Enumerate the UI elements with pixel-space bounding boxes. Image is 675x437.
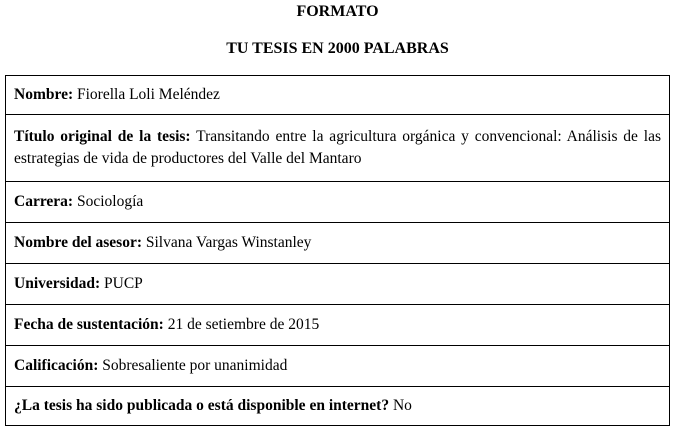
row-publicada <box>6 387 670 426</box>
cell-publicada <box>6 387 670 426</box>
row-carrera <box>6 182 670 223</box>
row-asesor <box>6 223 670 264</box>
cell-carrera <box>6 182 670 223</box>
cell-universidad <box>6 264 670 305</box>
label-calificacion: Calificación: <box>14 357 99 374</box>
cell-titulo <box>6 115 670 182</box>
value-titulo: Transitando entre la agricultura orgánica y convencional: Análisis de las estrategias de vida de productores del Valle del Mantaro <box>14 128 661 167</box>
document-subtitle: TU TESIS EN 2000 PALABRAS <box>226 40 449 57</box>
document-title: FORMATO <box>296 3 379 20</box>
value-carrera: Sociología <box>76 193 144 210</box>
cell-fecha <box>6 305 670 346</box>
label-fecha: Fecha de sustentación: <box>14 316 164 333</box>
value-publicada: No <box>392 397 412 414</box>
label-nombre: Nombre: <box>14 86 74 103</box>
row-titulo <box>6 115 670 182</box>
row-universidad <box>6 264 670 305</box>
cell-nombre <box>6 76 670 115</box>
row-nombre <box>6 76 670 115</box>
row-calificacion <box>6 346 670 387</box>
label-titulo: Título original de la tesis: <box>14 128 191 145</box>
label-carrera: Carrera: <box>14 193 74 210</box>
value-nombre: Fiorella Loli Meléndez <box>77 86 220 103</box>
value-calificacion: Sobresaliente por unanimidad <box>102 357 288 374</box>
value-universidad: PUCP <box>104 275 143 292</box>
row-fecha <box>6 305 670 346</box>
label-universidad: Universidad: <box>14 275 101 292</box>
value-fecha: 21 de setiembre de 2015 <box>167 316 320 333</box>
value-asesor: Silvana Vargas Winstanley <box>145 234 312 251</box>
cell-asesor <box>6 223 670 264</box>
thesis-info-table <box>5 75 670 426</box>
label-publicada: ¿La tesis ha sido publicada o está disponible en internet? <box>14 397 390 414</box>
cell-calificacion <box>6 346 670 387</box>
label-asesor: Nombre del asesor: <box>14 234 142 251</box>
